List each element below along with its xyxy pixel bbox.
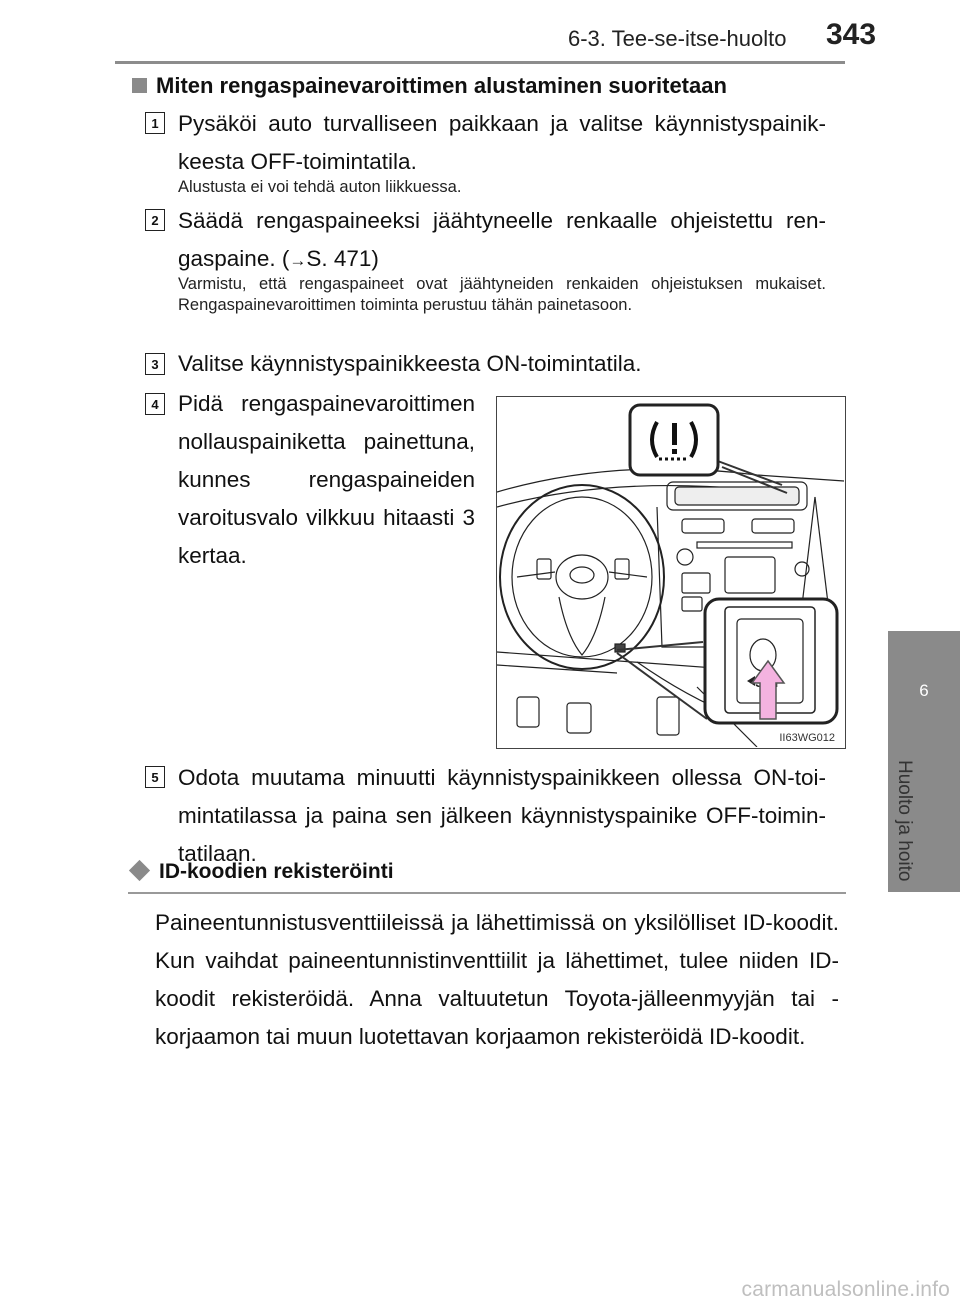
chapter-number: 6 [919,681,929,700]
subsection-heading [128,860,394,884]
step-number-4: 4 [145,393,165,415]
step-number-5: 5 [145,766,165,788]
step-1-text: Pysäköi auto turvalliseen paikkaan ja valitse käynnistyspainikkeesta OFF-toimintatila. [178,111,826,174]
header-divider [115,61,845,64]
page-reference-link[interactable]: S. 471) [306,246,379,271]
step-1-note: Alustusta ei voi tehdä auton liikkuessa. [178,178,462,196]
step-3-text: Valitse käynnistyspainikkeesta ON-toimintatila. [178,351,642,376]
section-square-icon [132,78,147,93]
step-2-note: Varmistu, että rengaspaineet ovat jäähtyneiden renkaiden ohjeistuksen mukaiset. Rengaspainevaroittimen toiminta perustuu tähän painetasoon. [178,275,826,314]
step-4-text: Pidä rengaspainevaroittimen nollauspainiketta painettuna, kunnes rengaspaineiden varoitusvalo vilkkuu hitaasti 3 kertaa. [178,391,475,568]
dashboard-drawing [497,397,844,747]
subsection-text: Paineentunnistusventtiileissä ja lähettimissä on yksilölliset ID-koodit. Kun vaihdat paineentunnistinventtiilit ja lähettimet, tulee niiden ID-koodit rekisteröidä. Anna valtuutetun Toyota-jälleenmyyjän tai -korjaamon tai muun luotettavan korjaamon rekisteröidä ID-koodit. [155,910,839,1049]
watermark: carmanualsonline.info [741,1278,950,1301]
diamond-bullet-icon [129,860,150,881]
section-heading-text: Miten rengaspainevaroittimen alustaminen suoritetaan [156,73,727,98]
dashboard-illustration [496,396,846,749]
subsection-heading-text: ID-koodien rekisteröinti [159,860,394,883]
chapter-title: Huolto ja hoito [894,760,915,882]
step-number-2: 2 [145,209,165,231]
reference-arrow-icon: → [289,251,307,270]
header-section-title: 6-3. Tee-se-itse-huolto [568,26,787,51]
step-2-text-prefix: Säädä rengaspaineeksi jäähtyneelle renkaalle ohjeistettu rengaspaine. ( [178,208,826,271]
figure-code: II63WG012 [779,732,835,744]
step-number-1: 1 [145,112,165,134]
step-5-text: Odota muutama minuutti käynnistyspainikkeen ollessa ON-toimintatilassa ja paina sen jälkeen käynnistyspainike OFF-toimintatilaan. [178,765,826,866]
step-2-text [178,202,826,280]
page-number: 343 [826,18,877,51]
subsection-divider [128,892,846,894]
step-number-3: 3 [145,353,165,375]
section-heading [132,73,727,99]
